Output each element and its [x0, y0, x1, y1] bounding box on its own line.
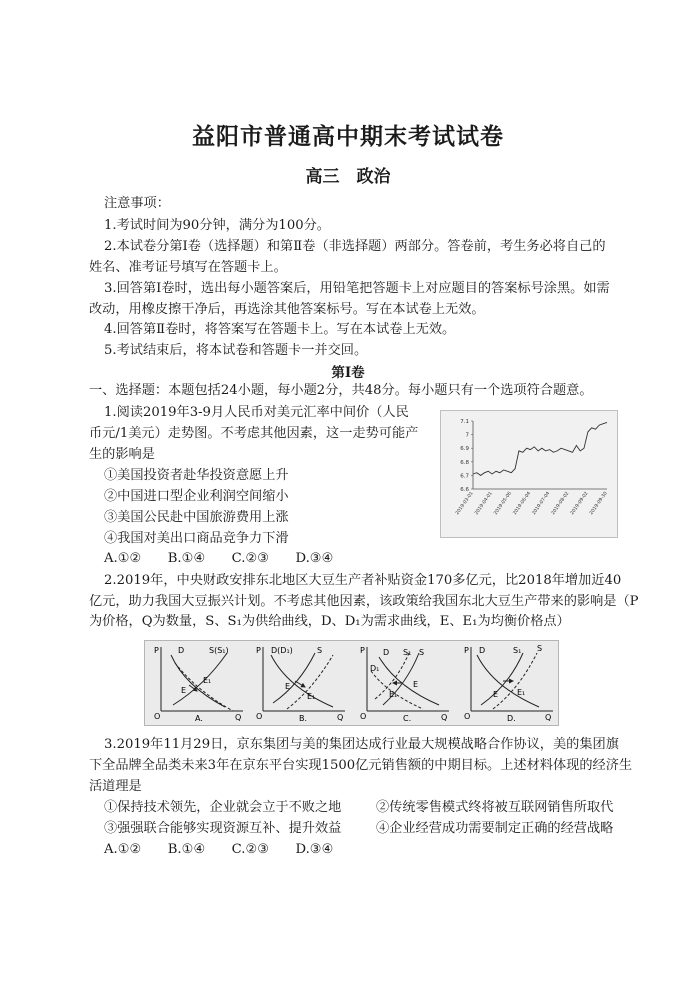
axis-p-label: P [360, 646, 365, 655]
supply-demand-graphs [144, 640, 559, 726]
q1-stem: 生的影响是 [89, 447, 155, 462]
axis-o-label: O [464, 712, 471, 721]
demand-curve-d [171, 655, 225, 707]
chart-y-tick-label: 7 [465, 432, 469, 439]
section-heading: 第Ⅰ卷 [331, 365, 365, 381]
chart-series-line [473, 422, 607, 475]
axis-p-label: P [464, 646, 469, 655]
supply-curve-s1 [493, 653, 537, 709]
chart-x-tick-label: 2019-03-01 [455, 491, 475, 517]
q1-option: ③美国公民赴中国旅游费用上涨 [104, 510, 289, 525]
point-label: E [285, 682, 291, 691]
chart-y-tick-label: 7.1 [460, 419, 469, 425]
q1-option: ②中国进口型企业利润空间缩小 [104, 489, 289, 504]
axis-q-label: Q [441, 713, 448, 722]
section-instruction: 一、选择题：本题包括24小题，每小题2分，共48分。每小题只有一个选项符合题意。 [89, 383, 593, 398]
axis-p-label: P [256, 646, 261, 655]
point-label: E₁ [517, 688, 526, 697]
axis-q-label: Q [235, 713, 242, 722]
supply-curve-s [481, 653, 526, 705]
chart-y-tick-label: 6.9 [460, 446, 469, 453]
notice-item: 5.考试结束后，将本试卷和答题卡一并交回。 [104, 343, 368, 358]
supply-demand-svg [145, 641, 558, 725]
chart-y-tick-label: 6.6 [460, 487, 469, 493]
notice-heading: 注意事项： [104, 196, 170, 211]
point-label: E₁ [203, 676, 212, 685]
q2-stem: 2.2019年，中央财政安排东北地区大豆生产者补贴资金170多亿元，比2018年增加近40 [104, 573, 622, 588]
axis-o-label: O [360, 712, 367, 721]
exchange-rate-chart [440, 410, 618, 538]
page-subtitle: 高三 政治 [305, 167, 391, 187]
point-label: E₁ [307, 692, 316, 701]
axis-p-label: P [154, 646, 159, 655]
q2-stem: 为价格，Q为数量，S、S₁为供给曲线，D、D₁为需求曲线，E、E₁为均衡价格点） [89, 614, 570, 629]
axis-o-label: O [154, 712, 161, 721]
chart-y-tick-label: 6.7 [460, 473, 469, 480]
notice-item: 改动，用橡皮擦干净后，再选涂其他答案标号。写在本试卷上无效。 [89, 302, 485, 317]
graph-option-label: D. [507, 714, 516, 723]
q3-answers: A.①② B.①④ C.②③ D.③④ [104, 842, 334, 857]
chart-x-tick-label: 2019-08-02 [550, 491, 571, 517]
q3-option: ②传统零售模式终将被互联网销售所取代 [376, 800, 614, 815]
chart-x-tick-label: 2019-06-04 [512, 491, 533, 517]
exchange-rate-chart-svg [441, 411, 617, 537]
notice-item: 1.考试时间为90分钟，满分为100分。 [104, 218, 330, 233]
notice-item: 4.回答第Ⅱ卷时，将答案写在答题卡上。写在本试卷上无效。 [104, 322, 456, 337]
q3-option: ①保持技术领先，企业就会立于不败之地 [104, 800, 342, 815]
point-label: E [181, 686, 187, 695]
point-label: E [493, 690, 499, 699]
q1-stem: 币元/1美元）走势图。不考虑其他因素，这一走势可能产 [89, 426, 419, 441]
curve-label: S [537, 644, 543, 653]
q1-option: ④我国对美出口商品竞争力下滑 [104, 531, 289, 546]
graph-b [256, 646, 345, 723]
q3-option: ③强强联合能够实现资源互补、提升效益 [104, 821, 342, 836]
q1-answers: A.①② B.①④ C.②③ D.③④ [104, 551, 334, 566]
graph-c [360, 646, 449, 723]
chart-x-tick-label: 2019-05-06 [493, 491, 513, 517]
q3-stem: 下全品牌全品类未来3年在京东平台实现1500亿元销售额的中期目标。上述材料体现的经济生 [89, 758, 633, 773]
curve-label: D(D₁) [271, 646, 293, 655]
q1-option: ①美国投资者赴华投资意愿上升 [104, 468, 289, 483]
graph-a [154, 646, 243, 723]
graph-option-label: B. [299, 714, 308, 723]
chart-y-tick-label: 6.8 [460, 459, 469, 466]
graph-option-label: C. [403, 714, 412, 723]
axis-q-label: Q [545, 713, 552, 722]
curve-label: S [317, 646, 323, 655]
curve-label: D [178, 646, 185, 655]
curve-label: S [419, 648, 425, 657]
chart-x-tick-label: 2019-04-01 [474, 491, 494, 517]
notice-item: 姓名、准考证号填写在答题卡上。 [89, 260, 287, 275]
supply-curve-s [173, 653, 227, 705]
graph-d [464, 644, 553, 723]
curve-label: S(S₁) [209, 646, 229, 655]
chart-x-tick-label: 2019-09-30 [589, 491, 609, 517]
chart-x-tick-label: 2019-07-04 [531, 491, 552, 517]
curve-label: S₁ [513, 646, 522, 655]
notice-item: 2.本试卷分第Ⅰ卷（选择题）和第Ⅱ卷（非选择题）两部分。答卷前，考生务必将自己的 [104, 239, 606, 254]
point-label: E [413, 680, 419, 689]
q3-option: ④企业经营成功需要制定正确的经营战略 [376, 821, 614, 836]
curve-label: D [383, 648, 390, 657]
demand-curve-d [271, 655, 333, 707]
demand-curve-d [379, 657, 439, 705]
axis-o-label: O [256, 712, 263, 721]
page-title: 益阳市普通高中期末考试试卷 [192, 123, 504, 150]
curve-label: S₁ [403, 648, 412, 657]
curve-label: D₁ [370, 664, 380, 673]
notice-item: 3.回答第Ⅰ卷时，选出每小题答案后，用铅笔把答题卡上对应题目的答案标号涂黑。如需 [104, 281, 610, 296]
q2-stem: 亿元，助力我国大豆振兴计划。不考虑其他因素，该政策给我国东北大豆生产带来的影响是（P [89, 594, 639, 609]
q3-stem: 活道理是 [89, 779, 142, 794]
curve-label: D [479, 646, 486, 655]
graph-option-label: A. [195, 714, 203, 723]
point-label: E₁ [389, 690, 398, 699]
q3-stem: 3.2019年11月29日，京东集团与美的集团达成行业最大规模战略合作协议，美的集团旗 [104, 737, 619, 752]
axis-q-label: Q [337, 713, 344, 722]
chart-x-tick-label: 2019-09-02 [570, 491, 590, 517]
q1-stem: 1.阅读2019年3-9月人民币对美元汇率中间价（人民 [104, 405, 409, 420]
